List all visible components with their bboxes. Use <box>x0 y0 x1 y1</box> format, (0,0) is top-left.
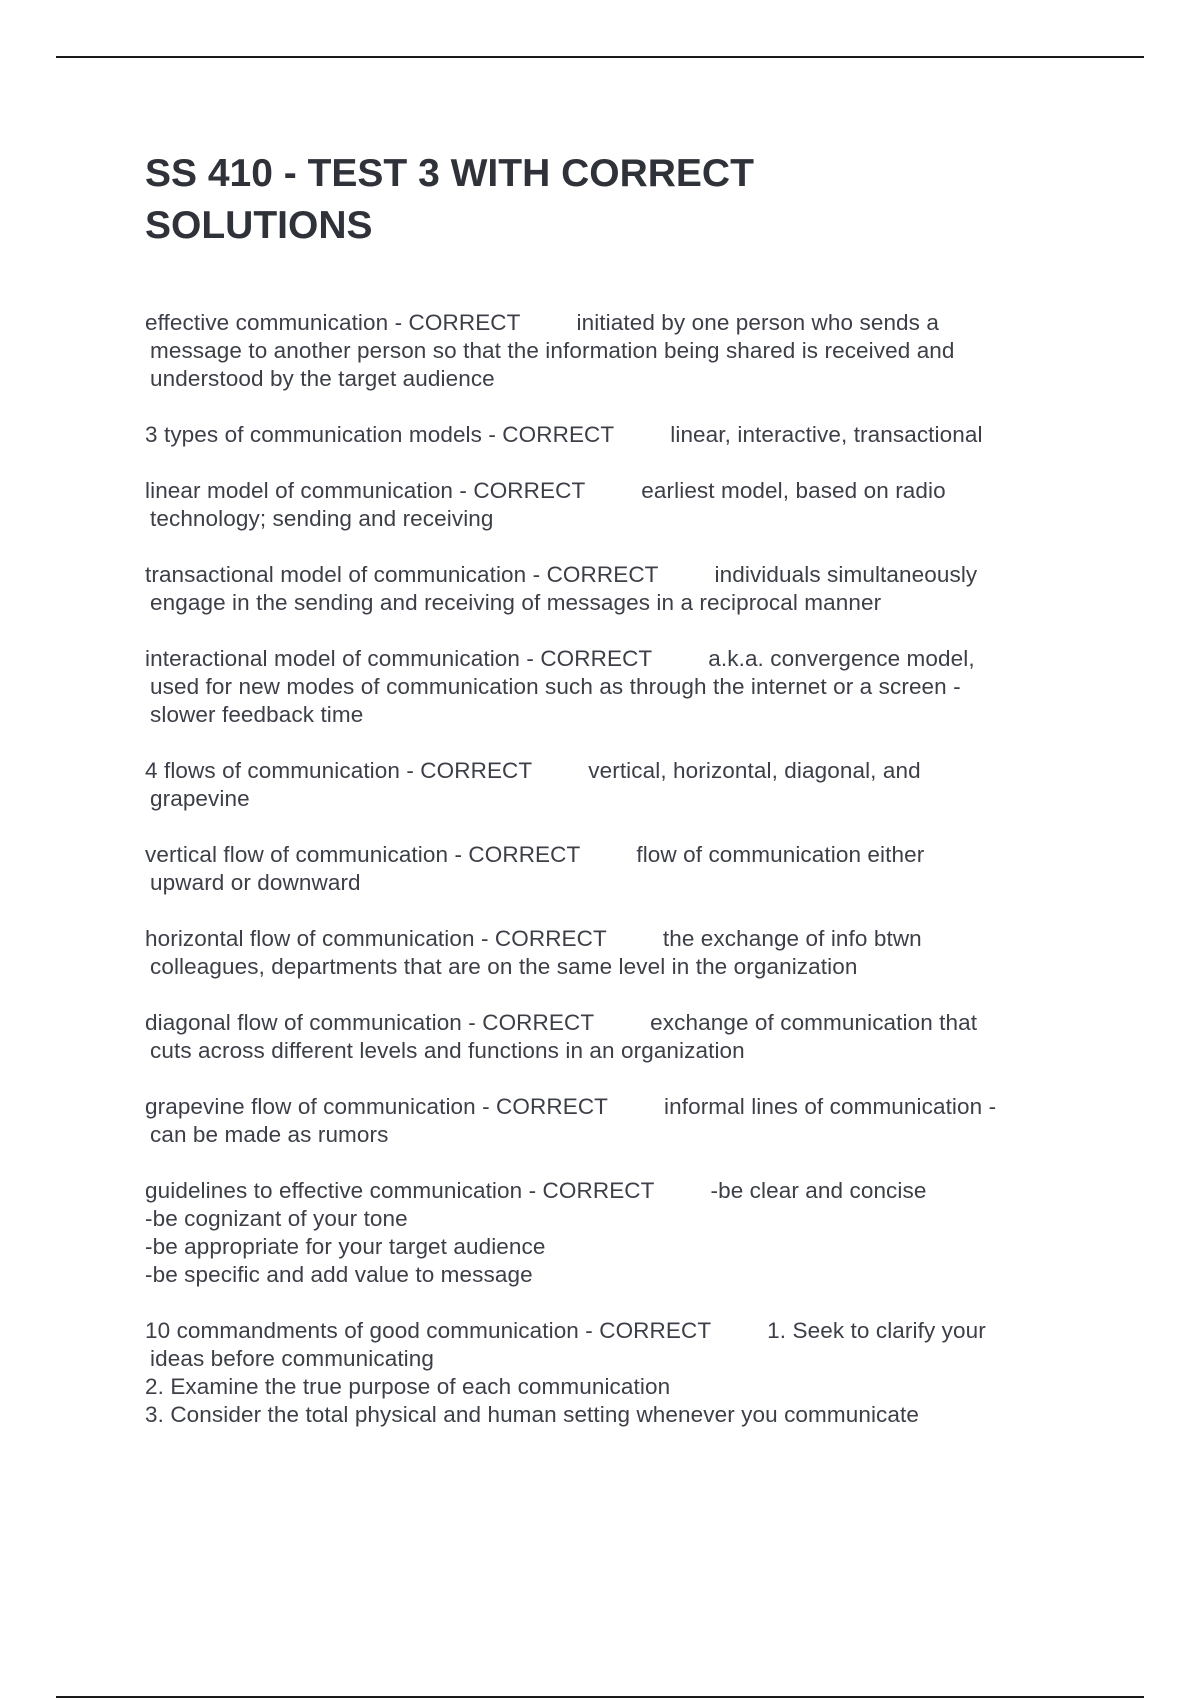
entry-list-item: 3. Consider the total physical and human setting whenever you communicate <box>145 1402 919 1427</box>
entry-horizontal-flow <box>145 925 1085 981</box>
entry-list-item: -be appropriate for your target audience <box>145 1234 546 1259</box>
bottom-rule <box>56 1696 1144 1698</box>
entry-answer: flow of communication either <box>636 842 925 867</box>
entry-term: effective communication - CORRECT <box>145 310 521 335</box>
entry-answer: individuals simultaneously <box>714 562 978 587</box>
entry-diagonal-flow <box>145 1009 1085 1065</box>
entry-answer-line: understood by the target audience <box>150 366 495 391</box>
entry-answer-line: ideas before communicating <box>150 1346 435 1371</box>
entry-vertical-flow <box>145 841 1085 897</box>
entry-answer-line: engage in the sending and receiving of messages in a reciprocal manner <box>150 590 882 615</box>
entry-term: transactional model of communication - CORRECT <box>145 562 659 587</box>
entry-term: vertical flow of communication - CORRECT <box>145 842 581 867</box>
entry-answer: -be clear and concise <box>710 1178 927 1203</box>
entry-answer: the exchange of info btwn <box>662 926 922 951</box>
entry-answer-line: grapevine <box>150 786 250 811</box>
entry-answer: initiated by one person who sends a <box>576 310 939 335</box>
entry-term: guidelines to effective communication - CORRECT <box>145 1178 655 1203</box>
entry-transactional-model <box>145 561 1085 617</box>
document-body <box>145 148 1085 1429</box>
entry-answer: informal lines of communication - <box>664 1094 997 1119</box>
entry-answer-line: upward or downward <box>150 870 361 895</box>
entry-answer: a.k.a. convergence model, <box>708 646 975 671</box>
entry-list-item: -be cognizant of your tone <box>145 1206 408 1231</box>
entry-answer-line: cuts across different levels and functions in an organization <box>150 1038 745 1063</box>
page-title <box>145 148 1085 252</box>
entry-answer-line: can be made as rumors <box>150 1122 389 1147</box>
entry-answer-line: slower feedback time <box>150 702 364 727</box>
entry-term: diagonal flow of communication - CORRECT <box>145 1010 595 1035</box>
entry-term: horizontal flow of communication - CORRECT <box>145 926 607 951</box>
entry-answer-line: message to another person so that the information being shared is received and <box>150 338 955 363</box>
entry-list <box>145 309 1085 1429</box>
entry-ten-commandments <box>145 1317 1085 1429</box>
entry-answer: vertical, horizontal, diagonal, and <box>588 758 921 783</box>
entry-term: 4 flows of communication - CORRECT <box>145 758 533 783</box>
entry-answer: 1. Seek to clarify your <box>767 1318 986 1343</box>
entry-list-item: -be specific and add value to message <box>145 1262 533 1287</box>
entry-grapevine-flow <box>145 1093 1085 1149</box>
entry-effective-communication <box>145 309 1085 393</box>
entry-four-flows <box>145 757 1085 813</box>
entry-term: interactional model of communication - CORRECT <box>145 646 653 671</box>
entry-term: 10 commandments of good communication - CORRECT <box>145 1318 712 1343</box>
entry-answer: exchange of communication that <box>650 1010 978 1035</box>
entry-types-of-models <box>145 421 1085 449</box>
entry-term: grapevine flow of communication - CORRECT <box>145 1094 609 1119</box>
top-rule <box>56 56 1144 58</box>
entry-list-item: 2. Examine the true purpose of each communication <box>145 1374 671 1399</box>
entry-answer: earliest model, based on radio <box>641 478 946 503</box>
entry-term: 3 types of communication models - CORRECT <box>145 422 615 447</box>
entry-term: linear model of communication - CORRECT <box>145 478 586 503</box>
entry-guidelines <box>145 1177 1085 1289</box>
entry-answer-line: technology; sending and receiving <box>150 506 494 531</box>
entry-answer-line: colleagues, departments that are on the same level in the organization <box>150 954 858 979</box>
entry-interactional-model <box>145 645 1085 729</box>
title-line-2: SOLUTIONS <box>145 204 373 247</box>
title-line-1: SS 410 - TEST 3 WITH CORRECT <box>145 152 754 195</box>
entry-answer-line: used for new modes of communication such as through the internet or a screen - <box>150 674 961 699</box>
entry-answer: linear, interactive, transactional <box>670 422 983 447</box>
entry-linear-model <box>145 477 1085 533</box>
